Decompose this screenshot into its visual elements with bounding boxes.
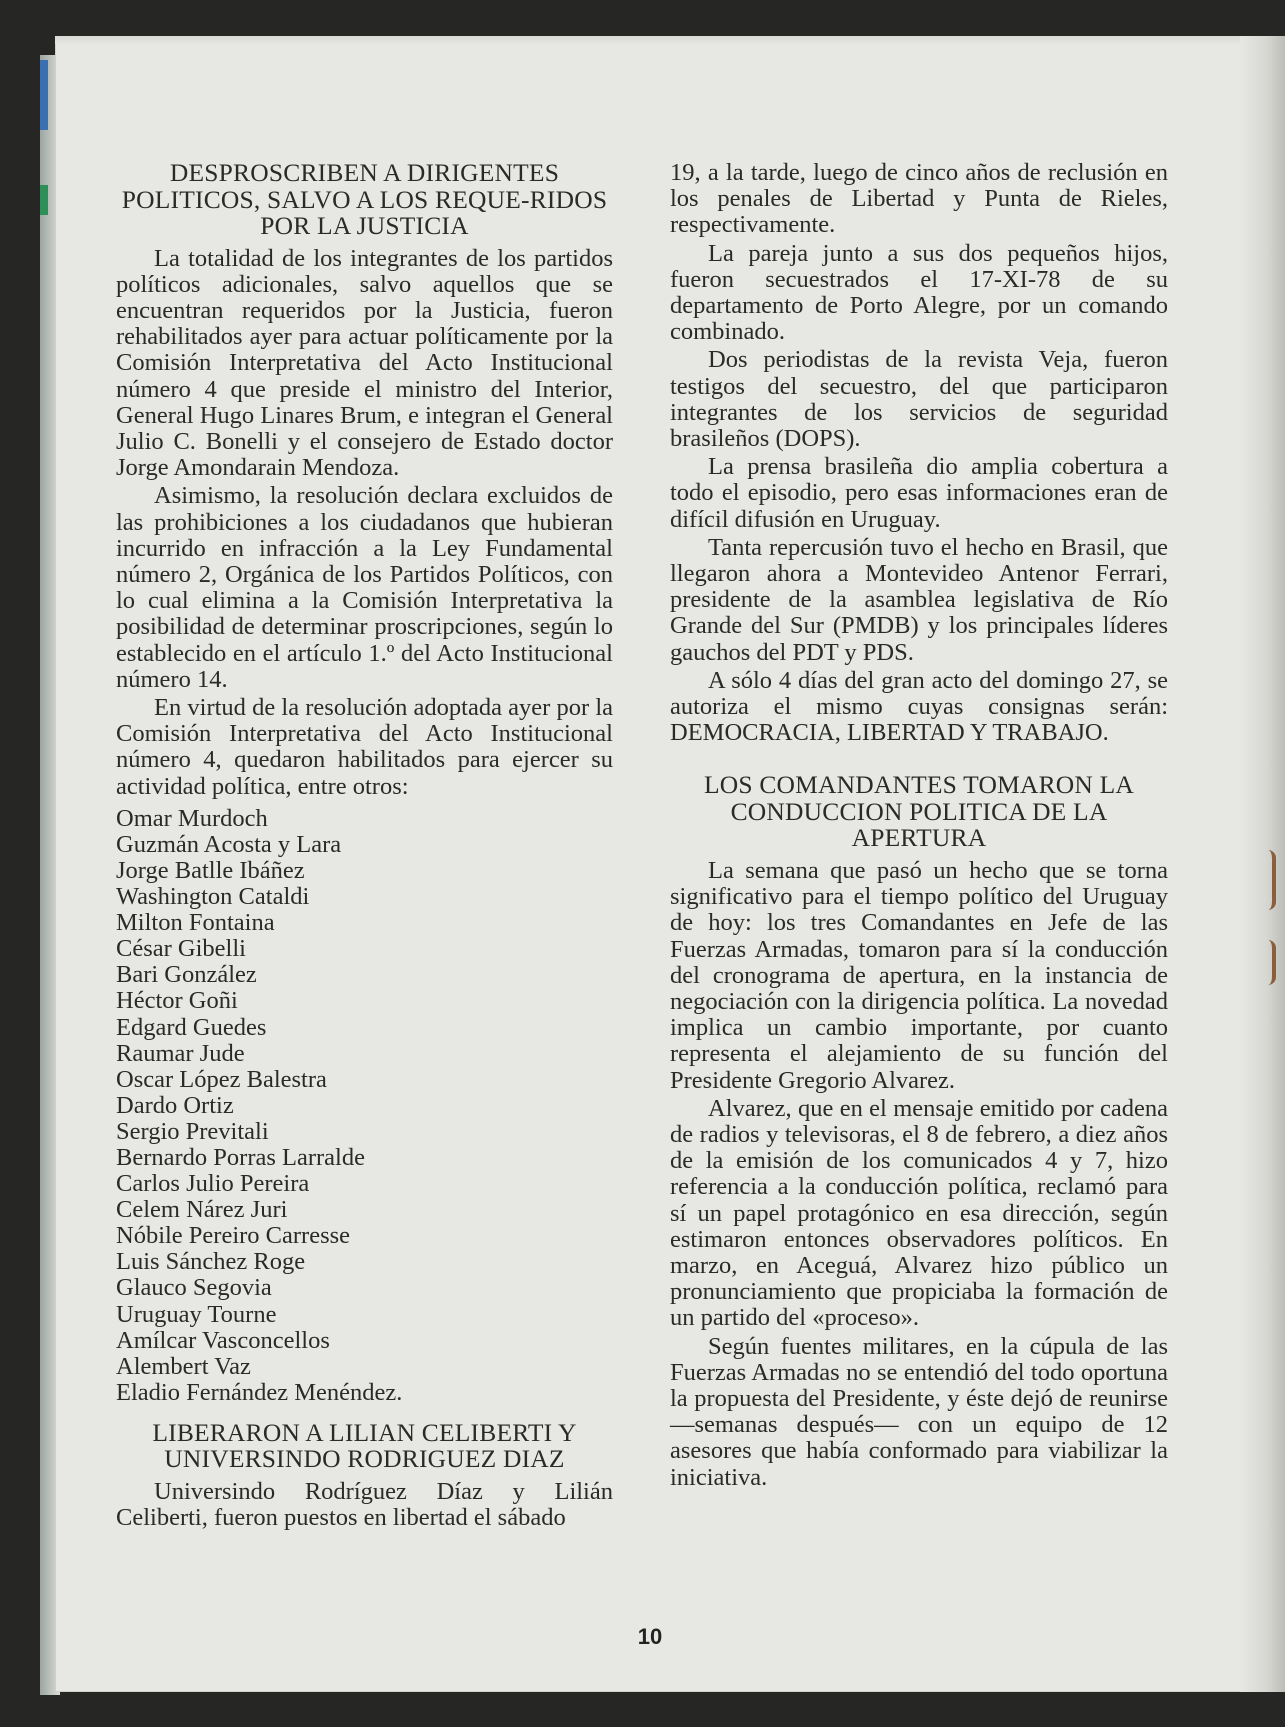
list-item: Amílcar Vasconcellos [116, 1326, 330, 1354]
article-paragraph: La totalidad de los integrantes de los partidos políticos adicionales, salvo aquellos que se encuentran requeridos por la Justicia, fueron rehabilitados ayer para actuar políticamente por la Comisión Interpretativa del Acto Institucional número 4 que preside el ministro del Interior, General Hugo Linares Brum, e integran el General Julio C. Bonelli y el consejero de Estado doctor Jorge Amondarain Mendoza. [116, 244, 613, 482]
list-item: Uruguay Tourne [116, 1300, 277, 1328]
list-item: César Gibelli [116, 935, 246, 963]
list-item: Milton Fontaina [116, 909, 275, 937]
article-heading-liberaron: LIBERARON A LILIAN CELIBERTI Y UNIVERSINDO RODRIGUEZ DIAZ [152, 1417, 577, 1474]
list-item: Carlos Julio Pereira [116, 1170, 310, 1198]
article-heading-comandantes: LOS COMANDANTES TOMARON LA CONDUCCION POLITICA DE LA APERTURA [704, 770, 1134, 853]
list-item: Oscar López Balestra [116, 1065, 327, 1093]
binding-mark-green [40, 185, 48, 215]
staple-bottom [1262, 940, 1276, 985]
list-item: Raumar Jude [116, 1039, 245, 1067]
list-item: Luis Sánchez Roge [116, 1248, 306, 1276]
article-paragraph: Asimismo, la resolución declara excluidos de las prohibiciones a los ciudadanos que hubieran incurrido en infracción a la Ley Fundamental número 2, Orgánica de los Partidos Políticos, con lo cual elimina a la Comisión Interpretativa la posibilidad de determinar proscripciones, según lo establecido en el artículo 1.º del Acto Institucional número 14. [116, 482, 613, 693]
list-item: Bernardo Porras Larralde [116, 1143, 365, 1171]
article-paragraph: Según fuentes militares, en la cúpula de las Fuerzas Armadas no se entendió del todo oportuna la propuesta del Presidente, y éste dejó de reunirse —semanas después— con un equipo de 12 asesores que había conformado para viabilizar la iniciativa. [670, 1332, 1168, 1491]
article-paragraph: 19, a la tarde, luego de cinco años de reclusión en los penales de Libertad y Punta de Rieles, respectivamente. [670, 159, 1168, 239]
list-item: Washington Cataldi [116, 883, 310, 911]
article-paragraph: Dos periodistas de la revista Veja, fueron testigos del secuestro, del que participaron integrantes de los servicios de seguridad brasileños (DOPS). [670, 346, 1168, 453]
article-paragraph: La prensa brasileña dio amplia cobertura a todo el episodio, pero esas informaciones eran de difícil difusión en Uruguay. [670, 453, 1168, 533]
right-column [670, 160, 1168, 1493]
staple-top [1262, 850, 1276, 910]
article-paragraph: La semana que pasó un hecho que se torna significativo para el tiempo político del Uruguay de hoy: los tres Comandantes en Jefe de las Fuerzas Armadas, tomaron para sí la conducción del cronograma de apertura, en la instancia de negociación con la dirigencia política. La novedad implica un cambio importante, por cuanto representa el alejamiento de su función del Presidente Gregorio Alvarez. [670, 856, 1168, 1094]
binding-mark-blue [40, 60, 48, 130]
article-paragraph: Tanta repercusión tuvo el hecho en Brasil, que llegaron ahora a Montevideo Antenor Ferrari, presidente de la asamblea legislativa de Río Grande del Sur (PMDB) y los principales líderes gauchos del PDT y PDS. [670, 533, 1168, 666]
page-number: 10 [637, 1624, 663, 1649]
list-item: Héctor Goñi [116, 987, 238, 1015]
list-item: Edgard Guedes [116, 1013, 267, 1041]
list-item: Celem Nárez Juri [116, 1196, 288, 1224]
page-shadow [55, 36, 1260, 44]
article-paragraph: Universindo Rodríguez Díaz y Lilián Celiberti, fueron puestos en libertad el sábado [116, 1477, 613, 1532]
article-paragraph: La pareja junto a sus dos pequeños hijos, fueron secuestrados el 17-XI-78 de su departamento de Porto Alegre, por un comando combinado. [670, 239, 1168, 346]
list-item: Guzmán Acosta y Lara [116, 830, 342, 858]
article-heading-desproscriben: DESPROSCRIBEN A DIRIGENTES POLITICOS, SALVO A LOS REQUE-RIDOS POR LA JUSTICIA [121, 158, 608, 240]
article-paragraph: En virtud de la resolución adoptada ayer por la Comisión Interpretativa del Acto Institucional número 4, quedaron habilitados para ejercer su actividad política, entre otros: [116, 693, 613, 800]
article-paragraph: A sólo 4 días del gran acto del domingo 27, se autoriza el mismo cuyas consignas serán: DEMOCRACIA, LIBERTAD Y TRABAJO. [670, 666, 1168, 747]
habilitados-list [116, 806, 613, 1406]
list-item: Nóbile Pereiro Carresse [116, 1222, 351, 1250]
list-item: Jorge Batlle Ibáñez [116, 856, 305, 884]
left-column [116, 160, 613, 1533]
list-item: Omar Murdoch [116, 804, 268, 832]
list-item: Eladio Fernández Menéndez. [116, 1378, 403, 1406]
list-item: Dardo Ortiz [116, 1091, 234, 1119]
list-item: Sergio Previtali [116, 1117, 269, 1145]
list-item: Alembert Vaz [116, 1352, 251, 1380]
list-item: Glauco Segovia [116, 1274, 272, 1302]
list-item: Bari González [116, 961, 257, 989]
article-paragraph: Alvarez, que en el mensaje emitido por cadena de radios y televisoras, el 8 de febrero, a diez años de la emisión de los comunicados 4 y 7, hizo referencia a la conducción política, reclamó para sí un papel protagónico en esa dirección, según estimaron entonces observadores políticos. En marzo, en Aceguá, Alvarez hizo público un pronunciamiento que propiciaba la formación de un partido del «proceso». [670, 1094, 1168, 1332]
